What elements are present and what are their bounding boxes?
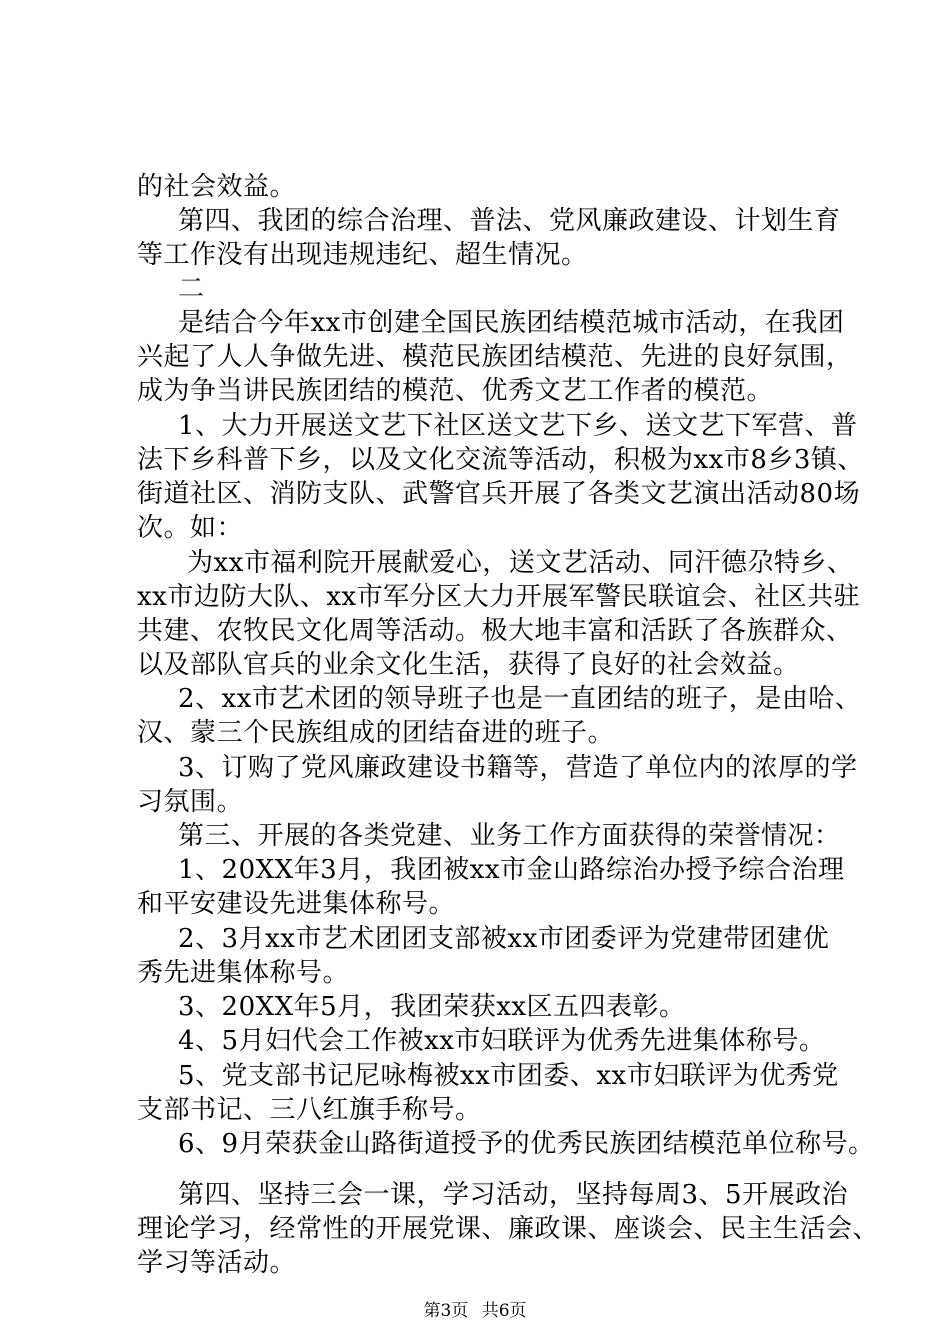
text-line: 以及部队官兵的业余文化生活，获得了良好的社会效益。	[137, 650, 800, 680]
text-line: 支部书记、三八红旗手称号。	[137, 1095, 482, 1125]
text-line: 法下乡科普下乡，以及文化交流等活动，积极为xx市8乡3镇、	[137, 445, 864, 475]
text-line: 和平安建设先进集体称号。	[137, 889, 456, 919]
text-line: 次。如：	[137, 513, 244, 543]
text-line: 3、订购了党风廉政建设书籍等，营造了单位内的浓厚的学	[178, 753, 858, 783]
text-line: 的社会效益。	[137, 172, 297, 202]
text-line: xx市边防大队、xx市军分区大力开展军警民联谊会、社区共驻	[137, 582, 861, 612]
text-line: 理论学习，经常性的开展党课、廉政课、座谈会、民主生活会、	[137, 1214, 880, 1244]
text-line: 秀先进集体称号。	[137, 958, 350, 988]
text-line: 1、20XX年3月，我团被xx市金山路综治办授予综合治理	[178, 855, 845, 885]
text-line: 汉、蒙三个民族组成的团结奋进的班子。	[137, 718, 615, 748]
text-line: 5、党支部书记尼咏梅被xx市团委、xx市妇联评为优秀党	[178, 1061, 839, 1091]
text-line: 街道社区、消防支队、武警官兵开展了各类文艺演出活动80场	[137, 479, 861, 509]
text-line: 第四、坚持三会一课，学习活动，坚持每周3、5开展政治	[178, 1180, 849, 1210]
text-line: 6、9月荣获金山路街道授予的优秀民族团结模范单位称号。	[178, 1129, 875, 1159]
page-total: 共6页	[481, 1301, 527, 1321]
text-line: 学习等活动。	[137, 1248, 297, 1278]
text-line: 等工作没有出现违规违纪、超生情况。	[137, 240, 588, 270]
text-line: 为xx市福利院开展献爱心，送文艺活动、同汗德尕特乡、	[187, 548, 854, 578]
text-line: 兴起了人人争做先进、模范民族团结模范、先进的良好氛围，	[137, 342, 853, 372]
text-line: 4、5月妇代会工作被xx市妇联评为优秀先进集体称号。	[178, 1026, 826, 1056]
text-line: 3、20XX年5月，我团荣获xx区五四表彰。	[178, 992, 686, 1022]
page-number: 第3页	[423, 1301, 469, 1321]
text-line: 第四、我团的综合治理、普法、党风廉政建设、计划生育	[178, 206, 841, 236]
text-line: 2、xx市艺术团的领导班子也是一直团结的班子，是由哈、	[178, 684, 862, 714]
text-line: 是结合今年xx市创建全国民族团结模范城市活动，在我团	[178, 308, 845, 338]
page-footer	[0, 1300, 950, 1322]
text-line: 1、大力开展送文艺下社区送文艺下乡、送文艺下军营、普	[178, 411, 858, 441]
text-line: 二	[178, 274, 205, 304]
text-line: 习氛围。	[137, 787, 244, 817]
text-line: 2、3月xx市艺术团团支部被xx市团委评为党建带团建优	[178, 924, 830, 954]
text-line: 第三、开展的各类党建、业务工作方面获得的荣誉情况：	[178, 821, 841, 851]
text-line: 共建、农牧民文化周等活动。极大地丰富和活跃了各族群众、	[137, 616, 853, 646]
text-line: 成为争当讲民族团结的模范、优秀文艺工作者的模范。	[137, 376, 774, 406]
